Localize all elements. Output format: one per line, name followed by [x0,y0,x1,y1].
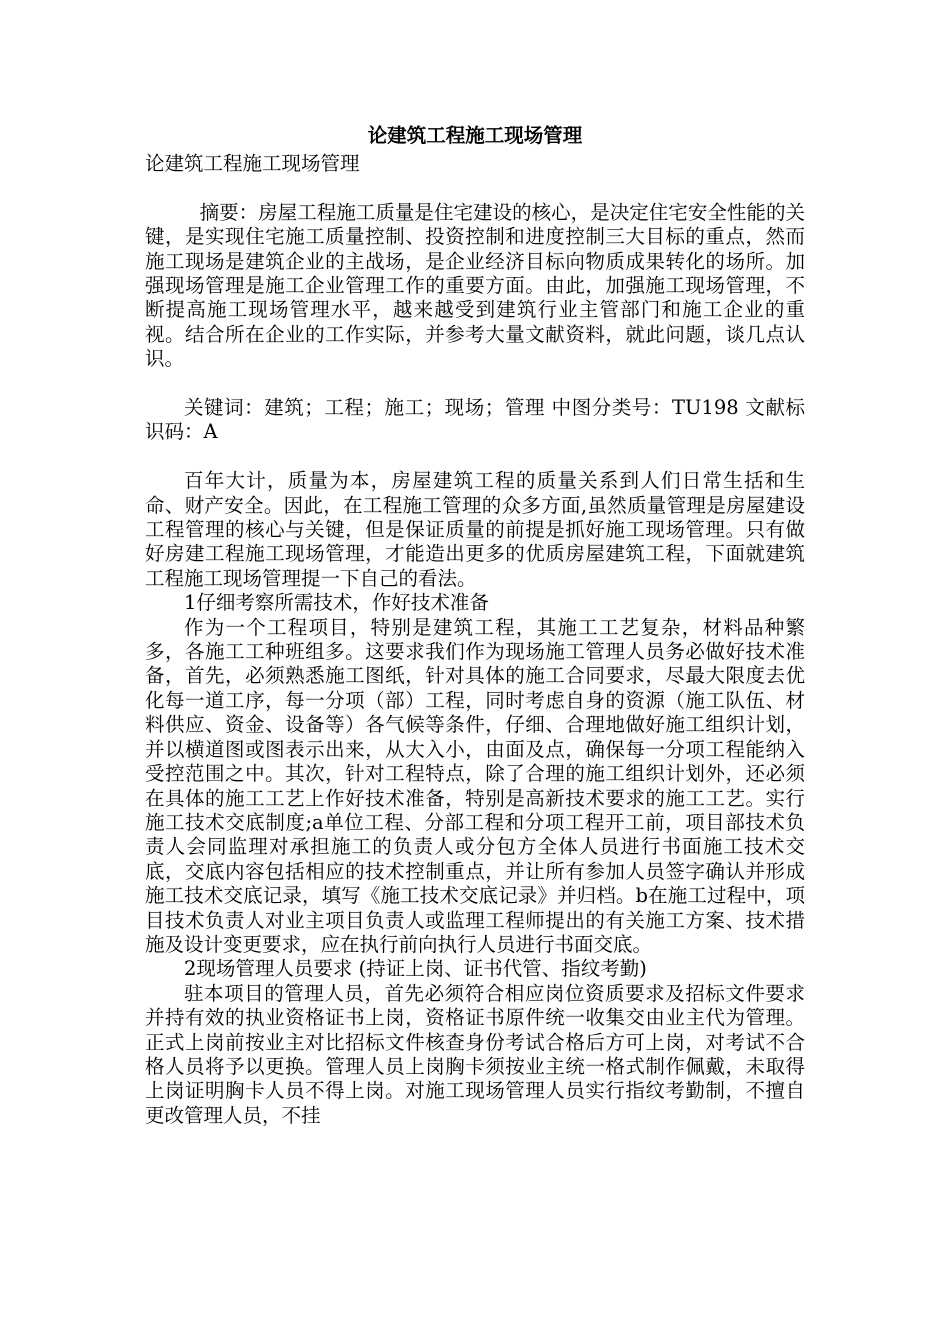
section-2-heading: 2现场管理人员要求 (持证上岗、证书代管、指纹考勤) [184,957,647,981]
intro-paragraph: 百年大计，质量为本，房屋建筑工程的质量关系到人们日常生括和生命、财产安全。因此，在工程施工管理的众多方面,虽然质量管理是房屋建设工程管理的核心与关键，但是保证质量的前提是抓好施工现场管理。只有做好房建工程施工现场管理，才能造出更多的优质房屋建筑工程，下面就建筑工程施工现场管理提一下自己的看法。 [145,469,805,590]
document-title: 论建筑工程施工现场管理 [367,124,583,147]
section-1-heading: 1仔细考察所需技术，作好技术准备 [184,591,489,615]
abstract-paragraph: 摘要：房屋工程施工质量是住宅建设的核心，是决定住宅安全性能的关键，是实现住宅施工质量控制、投资控制和进度控制三大目标的重点，然而施工现场是建筑企业的主战场，是企业经济目标向物质成果转化的场所。加强现场管理是施工企业管理工作的重要方面。由此，加强施工现场管理，不断提高施工现场管理水平，越来越受到建筑行业主管部门和施工企业的重视。结合所在企业的工作实际，并参考大量文献资料，就此问题，谈几点认识。 [145,200,805,371]
spacer [145,372,805,396]
section-2-body: 驻本项目的管理人员，首先必须符合相应岗位资质要求及招标文件要求并持有效的执业资格证书上岗，资格证书原件统一收集交由业主代为管理。正式上岗前按业主对比招标文件核查身份考试合格后方可上岗，对考试不合格人员将予以更换。管理人员上岗胸卡须按业主统一格式制作佩戴，未取得上岗证明胸卡人员不得上岗。对施工现场管理人员实行指纹考勤制，不擅自更改管理人员，不挂 [145,981,805,1127]
spacer [145,445,805,469]
document-page [145,120,805,1128]
section-1-body: 作为一个工程项目，特别是建筑工程，其施工工艺复杂，材料品种繁多，各施工工种班组多。这要求我们作为现场施工管理人员务必做好技术准备，首先，必须熟悉施工图纸，针对具体的施工合同要求，尽最大限度去优化每一道工序，每一分项（部）工程，同时考虑自身的资源（施工队伍、材料供应、资金、设备等）各气候等条件，仔细、合理地做好施工组织计划，并以横道图或图表示出来，从大入小，由面及点，确保每一分项工程能纳入受控范围之中。其次，针对工程特点，除了合理的施工组织计划外，还必须在具体的施工工艺上作好技术准备，特别是高新技术要求的施工工艺。实行施工技术交底制度;a单位工程、分部工程和分项工程开工前，项目部技术负责人会同监理对承担施工的负责人或分包方全体人员进行书面施工技术交底，交底内容包括相应的技术控制重点，并让所有参加人员签字确认并形成施工技术交底记录，填写《施工技术交底记录》并归档。b在施工过程中，项目技术负责人对业主项目负责人或监理工程师提出的有关施工方案、技术措施及设计变更要求，应在执行前向执行人员进行书面交底。 [145,615,805,956]
spacer [145,176,805,200]
document-subtitle: 论建筑工程施工现场管理 [145,152,360,175]
keywords-paragraph: 关键词：建筑；工程；施工；现场；管理 中图分类号：TU198 文献标识码：A [145,396,805,444]
